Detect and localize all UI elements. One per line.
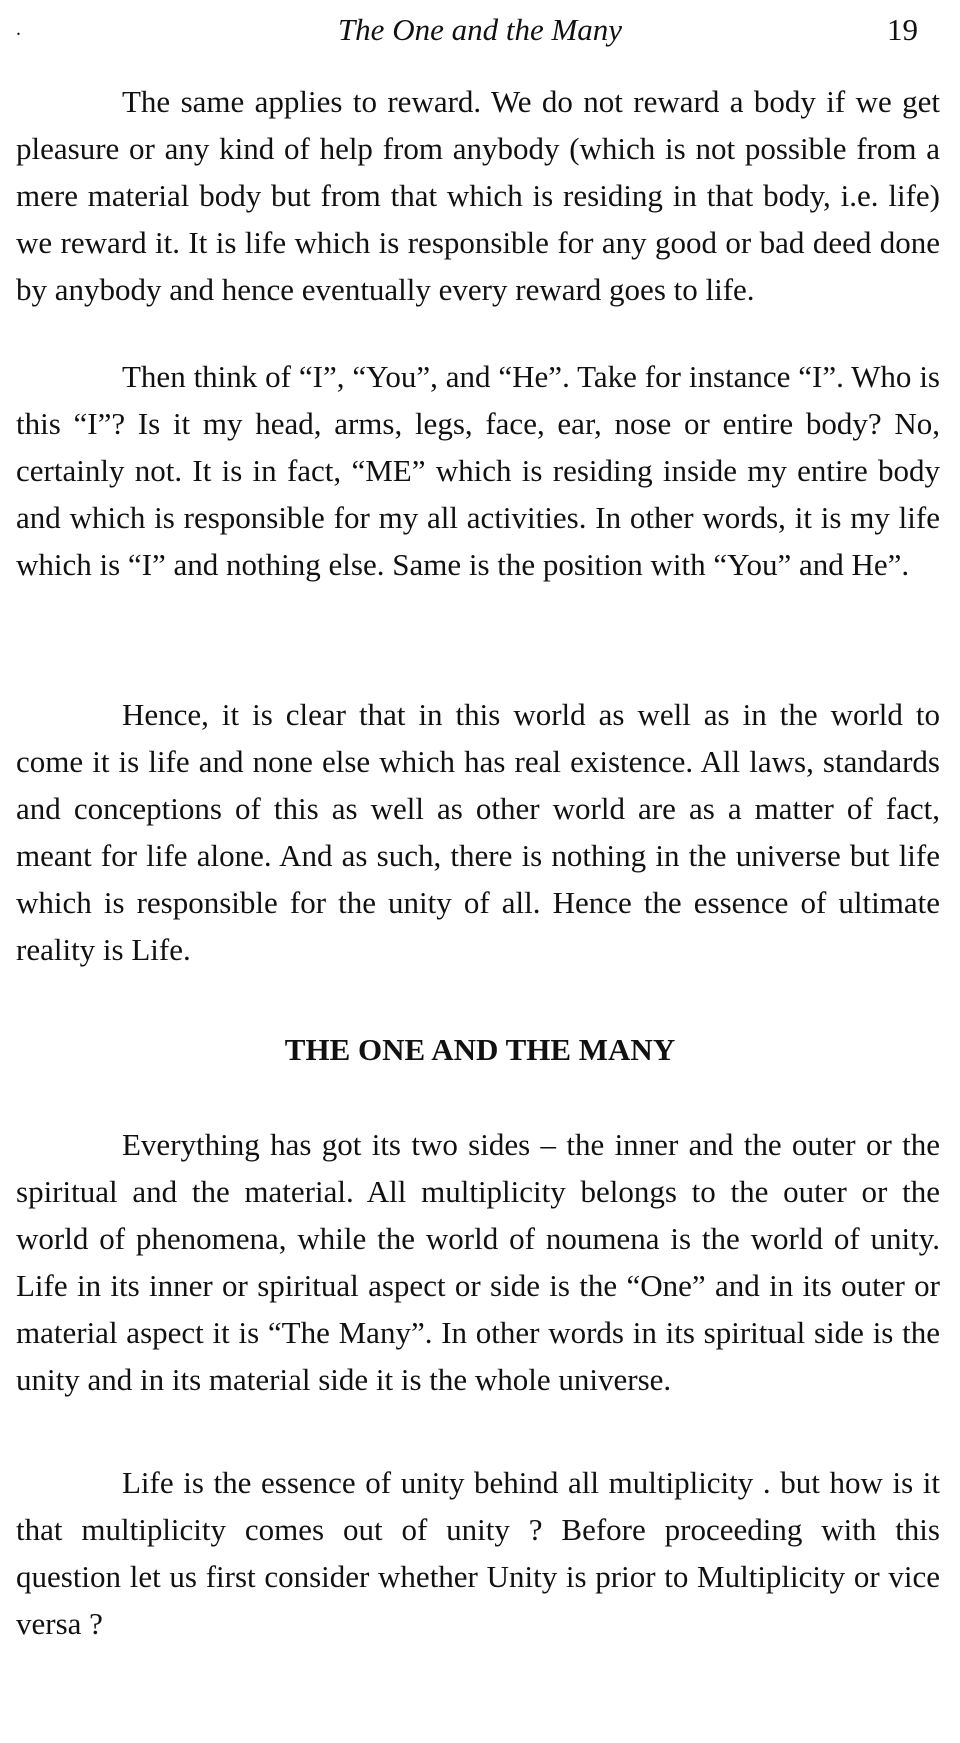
- paragraph-i-you-he: Then think of “I”, “You”, and “He”. Take for instance “I”. Who is this “I”? Is it my head, arms, legs, face, ear, nose or entire body? No, certainly not. It is in fact, “ME” which is residing inside my entire body and which is responsible for my all activities. In other words, it is my life which is “I” and nothing else. Same is the position with “You” and He”.: [16, 359, 940, 582]
- paragraph-essence-of-life: Hence, it is clear that in this world as well as in the world to come it is life and none else which has real existence. All laws, standards and conceptions of this as well as other world are as a matter of fact, meant for life alone. And as such, there is nothing in the universe but life which is responsible for the unity of all. Hence the essence of ultimate reality is Life.: [16, 697, 940, 967]
- running-title: The One and the Many: [337, 12, 623, 47]
- paragraph-unity-multiplicity: Life is the essence of unity behind all multiplicity . but how is it that multiplicity comes out of unity ? Before proceeding with this question let us first consider whether Unity is prior to Multiplicity or vice versa ?: [16, 1465, 940, 1641]
- paragraph-reward: The same applies to reward. We do not reward a body if we get pleasure or any kind of help from anybody (which is not possible from a mere material body but from that which is residing in that body, i.e. life) we reward it. It is life which is responsible for any good or bad deed done by anybody and hence eventually every reward goes to life.: [16, 84, 940, 307]
- section-heading: THE ONE AND THE MANY: [284, 1032, 676, 1067]
- paragraph-two-sides: Everything has got its two sides – the inner and the outer or the spiritual and the material. All multiplicity belongs to the outer or the world of phenomena, while the world of noumena is the world of unity. Life in its inner or spiritual aspect or side is the “One” and in its outer or material aspect it is “The Many”. In other words in its spiritual side is the unity and in its material side it is the whole universe.: [16, 1127, 940, 1397]
- page-header: [0, 10, 960, 50]
- header-marker: .: [16, 18, 21, 40]
- page-number: 19: [887, 12, 918, 47]
